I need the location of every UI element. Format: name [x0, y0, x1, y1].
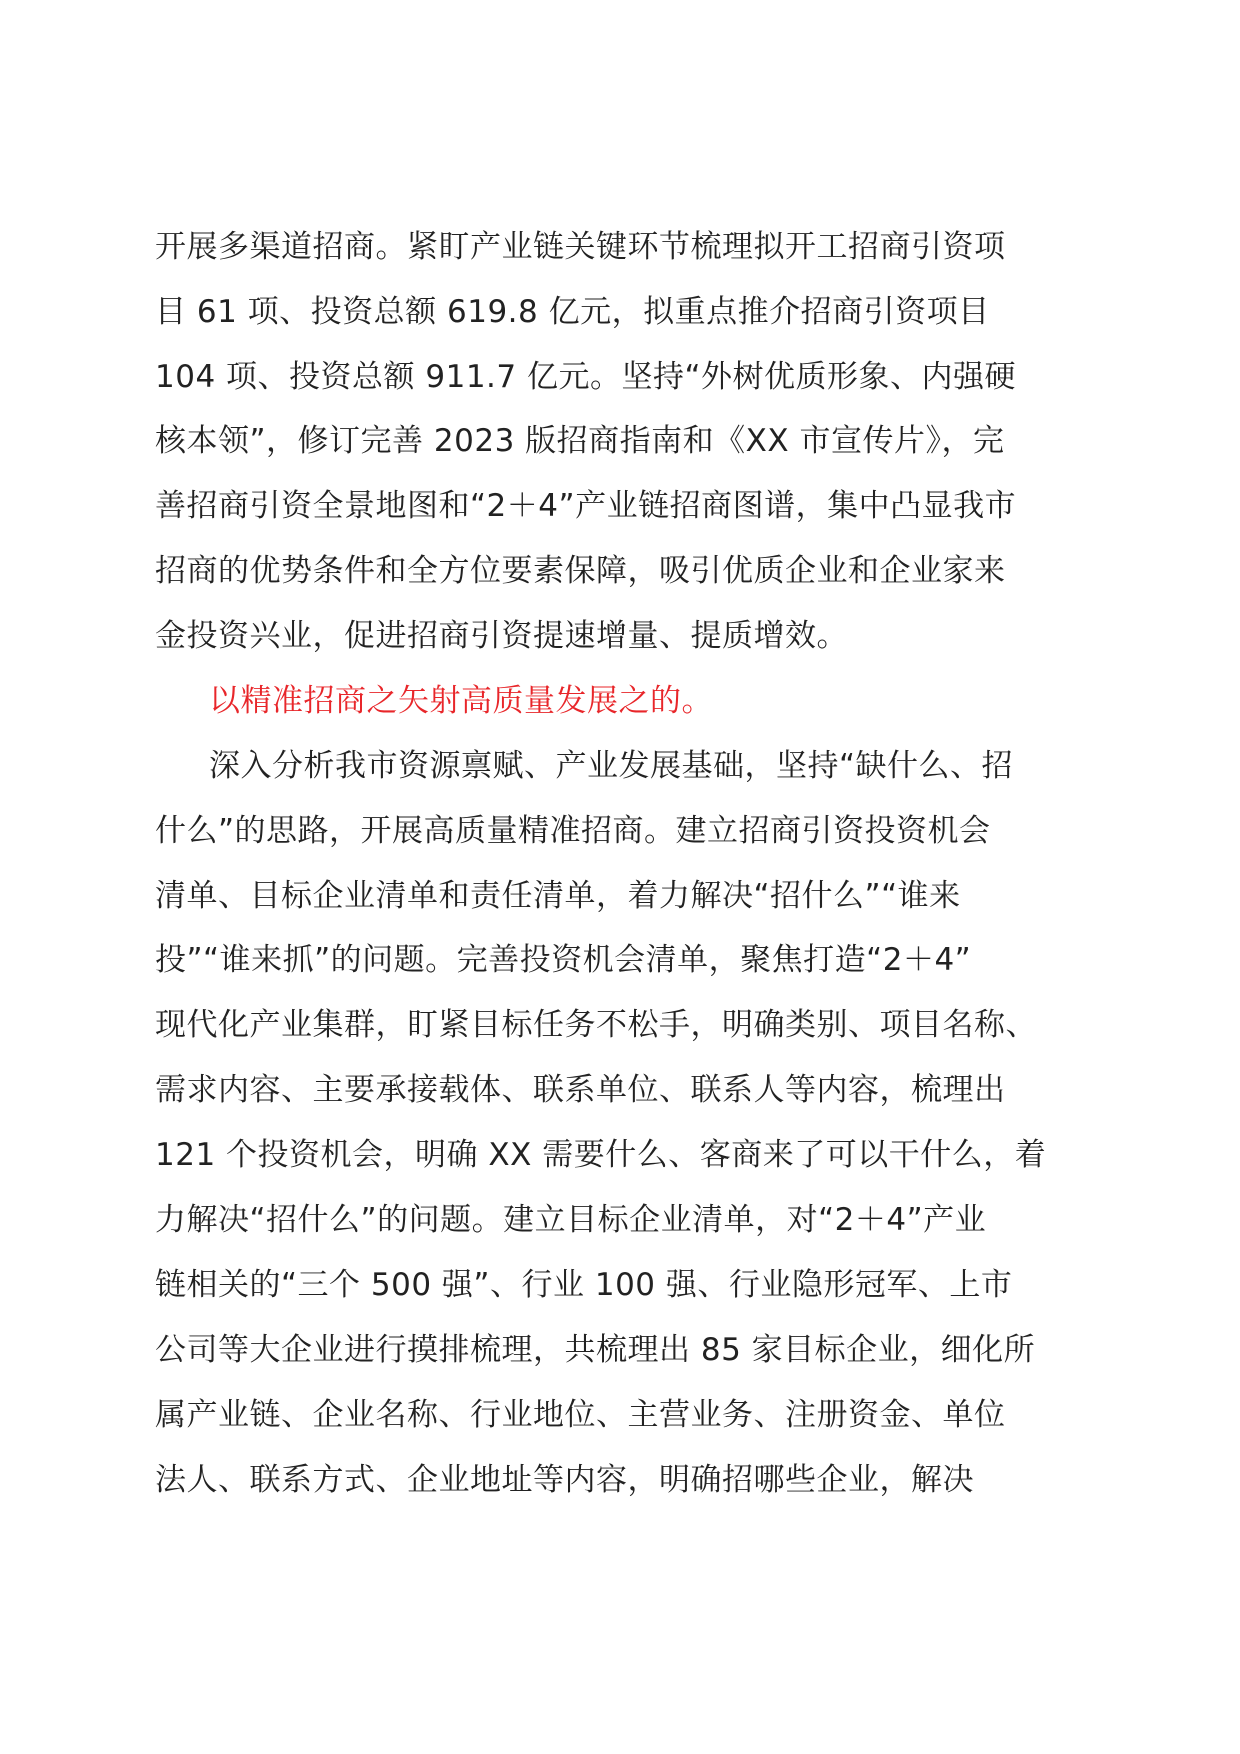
- paragraph-line: 现代化产业集群，盯紧目标任务不松手，明确类别、项目名称、: [155, 1007, 1037, 1043]
- paragraph-line: 需求内容、主要承接载体、联系单位、联系人等内容，梳理出: [155, 1072, 1006, 1108]
- paragraph-line: 104 项、投资总额 911.7 亿元。坚持“外树优质形象、内强硬: [155, 359, 1017, 395]
- paragraph-line: 属产业链、企业名称、行业地位、主营业务、注册资金、单位: [155, 1397, 1006, 1433]
- paragraph-line: 金投资兴业，促进招商引资提速增量、提质增效。: [155, 618, 848, 654]
- paragraph-line: 核本领”，修订完善 2023 版招商指南和《XX 市宣传片》，完: [155, 423, 1005, 459]
- paragraph-line: 深入分析我市资源禀赋、产业发展基础，坚持“缺什么、招: [209, 748, 1014, 784]
- paragraph-line: 目 61 项、投资总额 619.8 亿元，拟重点推介招商引资项目: [155, 294, 990, 330]
- paragraph-line: 公司等大企业进行摸排梳理，共梳理出 85 家目标企业，细化所: [155, 1332, 1036, 1368]
- paragraph-line: 投”“谁来抓”的问题。完善投资机会清单，聚焦打造“2＋4”: [155, 942, 972, 978]
- paragraph-line: 招商的优势条件和全方位要素保障，吸引优质企业和企业家来: [155, 553, 1006, 589]
- section-heading: 以精准招商之矢射高质量发展之的。: [209, 683, 713, 719]
- paragraph-line: 力解决“招什么”的问题。建立目标企业清单，对“2＋4”产业: [155, 1202, 987, 1238]
- paragraph-line: 121 个投资机会，明确 XX 需要什么、客商来了可以干什么，着: [155, 1137, 1047, 1173]
- paragraph-line: 链相关的“三个 500 强”、行业 100 强、行业隐形冠军、上市: [155, 1267, 1013, 1303]
- paragraph-line: 法人、联系方式、企业地址等内容，明确招哪些企业，解决: [155, 1462, 974, 1498]
- paragraph-line: 什么”的思路，开展高质量精准招商。建立招商引资投资机会: [155, 813, 991, 849]
- paragraph-line: 清单、目标企业清单和责任清单，着力解决“招什么”“谁来: [155, 878, 961, 914]
- paragraph-line: 开展多渠道招商。紧盯产业链关键环节梳理拟开工招商引资项: [155, 229, 1006, 265]
- paragraph-line: 善招商引资全景地图和“2＋4”产业链招商图谱，集中凸显我市: [155, 488, 1017, 524]
